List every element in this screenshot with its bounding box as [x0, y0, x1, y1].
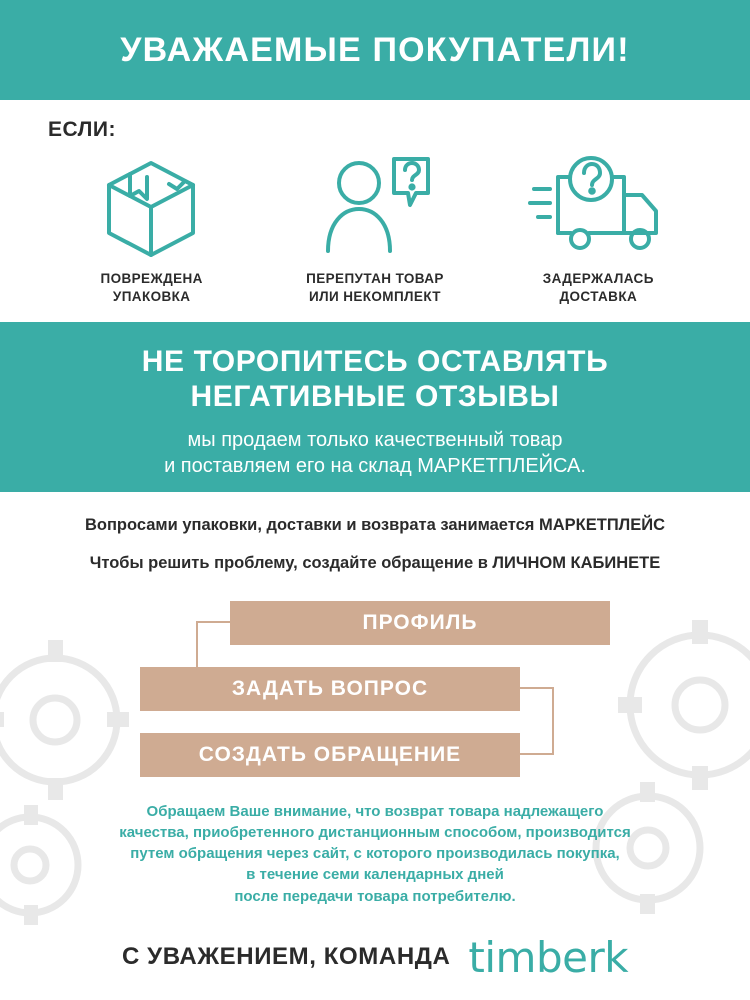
warning-heading — [30, 344, 720, 415]
person-question-icon — [275, 146, 475, 264]
legal-note-line-3: путем обращения через сайт, с которого производилась покупка, — [130, 845, 620, 863]
header-band — [0, 0, 750, 100]
if-label: ЕСЛИ: — [48, 118, 116, 141]
step-connector-bottom — [520, 687, 554, 755]
legal-note-line-2: качества, приобретенного дистанционным способом, производится — [119, 823, 631, 841]
legal-note-line-1: Обращаем Ваше внимание, что возврат товара надлежащего — [146, 802, 604, 820]
warning-heading-line-2: НЕГАТИВНЫЕ ОТЗЫВЫ — [190, 380, 560, 414]
caption-line-1: ПЕРЕПУТАН ТОВАР — [306, 271, 444, 286]
warning-subtext — [30, 427, 720, 479]
condition-item-damaged-package — [52, 146, 252, 306]
footer — [0, 914, 750, 1000]
caption-line-1: ПОВРЕЖДЕНА — [100, 271, 203, 286]
caption-line-1: ЗАДЕРЖАЛАСЬ — [542, 271, 654, 286]
warning-heading-line-1: НЕ ТОРОПИТЕСЬ ОСТАВЛЯТЬ — [141, 345, 609, 378]
condition-caption — [52, 270, 252, 306]
condition-caption — [275, 270, 475, 306]
warning-subtext-line-2: и поставляем его на склад МАРКЕТПЛЕЙСА. — [164, 454, 586, 477]
step-button-ask-question[interactable]: ЗАДАТЬ ВОПРОС — [140, 667, 520, 711]
step-button-create-request[interactable]: СОЗДАТЬ ОБРАЩЕНИЕ — [140, 733, 520, 777]
instruction-line-1: Вопросами упаковки, доставки и возврата занимается МАРКЕТПЛЕЙС — [84, 516, 666, 534]
caption-line-2: УПАКОВКА — [112, 289, 191, 305]
warning-subtext-line-1: мы продаем только качественный товар — [187, 428, 563, 451]
legal-note-line-4: в течение семи календарных дней — [246, 866, 504, 884]
condition-icons-row — [40, 146, 710, 306]
delivery-truck-question-icon — [498, 146, 698, 264]
caption-line-2: ДОСТАВКА — [559, 289, 638, 305]
damaged-box-icon — [52, 146, 252, 264]
instruction-line-2: Чтобы решить проблему, создайте обращение в ЛИЧНОМ КАБИНЕТЕ — [89, 554, 661, 573]
condition-item-wrong-item — [275, 146, 475, 306]
footer-text: С УВАЖЕНИЕМ, КОМАНДА — [121, 943, 451, 970]
condition-item-late-delivery — [498, 146, 698, 306]
brand-logo: timberk — [468, 932, 629, 982]
legal-note-line-5: после передачи товара потребителю. — [234, 887, 516, 905]
instructions-section — [0, 492, 750, 907]
steps-flow — [140, 601, 610, 777]
page-title: УВАЖАЕМЫЕ ПОКУПАТЕЛИ! — [120, 30, 630, 69]
caption-line-2: ИЛИ НЕКОМПЛЕКТ — [308, 289, 441, 305]
warning-band — [0, 322, 750, 492]
condition-caption — [498, 270, 698, 306]
step-button-profile[interactable]: ПРОФИЛЬ — [230, 601, 610, 645]
conditions-section — [0, 100, 750, 322]
legal-note — [24, 801, 726, 907]
